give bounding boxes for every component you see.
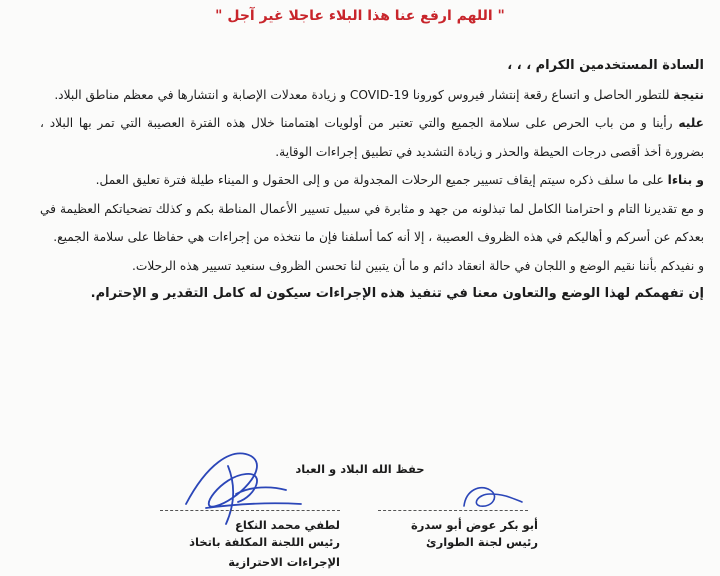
salutation: السادة المستخدمين الكرام ، ، ، (507, 58, 704, 73)
right-signature-scribble (456, 478, 526, 518)
paragraph-2-lead: عليه (678, 116, 704, 130)
paragraph-3 (40, 166, 704, 195)
paragraph-5: و نفيدكم بأننا نقيم الوضع و اللجان في حالة انعقاد دائم و ما أن يتبين لنا تحسن الظروف سنعيد تسيير هذه الرحلات. (132, 258, 704, 273)
letter-body (40, 52, 704, 309)
paragraph-1 (40, 81, 704, 110)
right-signatory (378, 518, 538, 552)
left-signature-scribble (176, 446, 306, 526)
right-signature-line (378, 510, 528, 511)
left-signature-line (160, 510, 340, 511)
paragraph-2 (40, 109, 704, 166)
paragraph-1-text: للتطور الحاصل و اتساع رقعة إنتشار فيروس كورونا COVID-19 و زيادة معدلات الإصابة و انتشارها في معظم مناطق البلاد. (54, 87, 674, 102)
paragraph-3-text: على ما سلف ذكره سيتم إيقاف تسيير جميع الرحلات المجدولة من و إلى الحقول و الميناء طيلة فترة تعليق العمل. (95, 173, 668, 187)
paragraph-1-lead: نتيجة (673, 87, 704, 102)
paragraph-4: و مع تقديرنا التام و احترامنا الكامل لما تبذلونه من جهد و مثابرة في سبيل تسيير الأعمال المناطة بكم و كذلك تضحياتكم العظيمة في بعدكم عن أسركم و أهاليكم في هذه الظروف العصيبة ، إلا أنه كما أسلفنا فإن ما نتخذه من إجراءات هي حفاظا على سلامة الجميع. (40, 201, 704, 244)
left-signatory-title: رئيس اللجنة المكلفة باتخاذ الإجراءات الاحترازية (189, 535, 340, 569)
prayer-heading: " اللهم ارفع عنا هذا البلاء عاجلا غير آجل " (215, 8, 505, 24)
paragraph-6: إن تفهمكم لهذا الوضع والتعاون معنا في تنفيذ هذه الإجراءات سيكون له كامل التقدير و الإحترام. (90, 286, 704, 301)
left-signatory-name: لطفي محمد النكاع (234, 518, 340, 532)
right-signatory-name: أبو بكر عوض أبو سدرة (410, 518, 538, 532)
left-signatory (160, 518, 340, 572)
closing-phrase: حفظ الله البلاد و العباد (295, 462, 425, 476)
right-signatory-title: رئيس لجنة الطوارئ (426, 535, 538, 549)
paragraph-3-lead: و بناءا (667, 173, 704, 187)
paragraph-2-text: رأينا و من باب الحرص على سلامة الجميع والتي تعتبر من أولويات اهتمامنا خلال هذه الفترة العصيبة التي تمر بها البلاد ، بضرورة أخذ أقصى درجات الحيطة والحذر و زيادة التشديد في تطبيق إجراءات الوقاية. (40, 116, 704, 159)
